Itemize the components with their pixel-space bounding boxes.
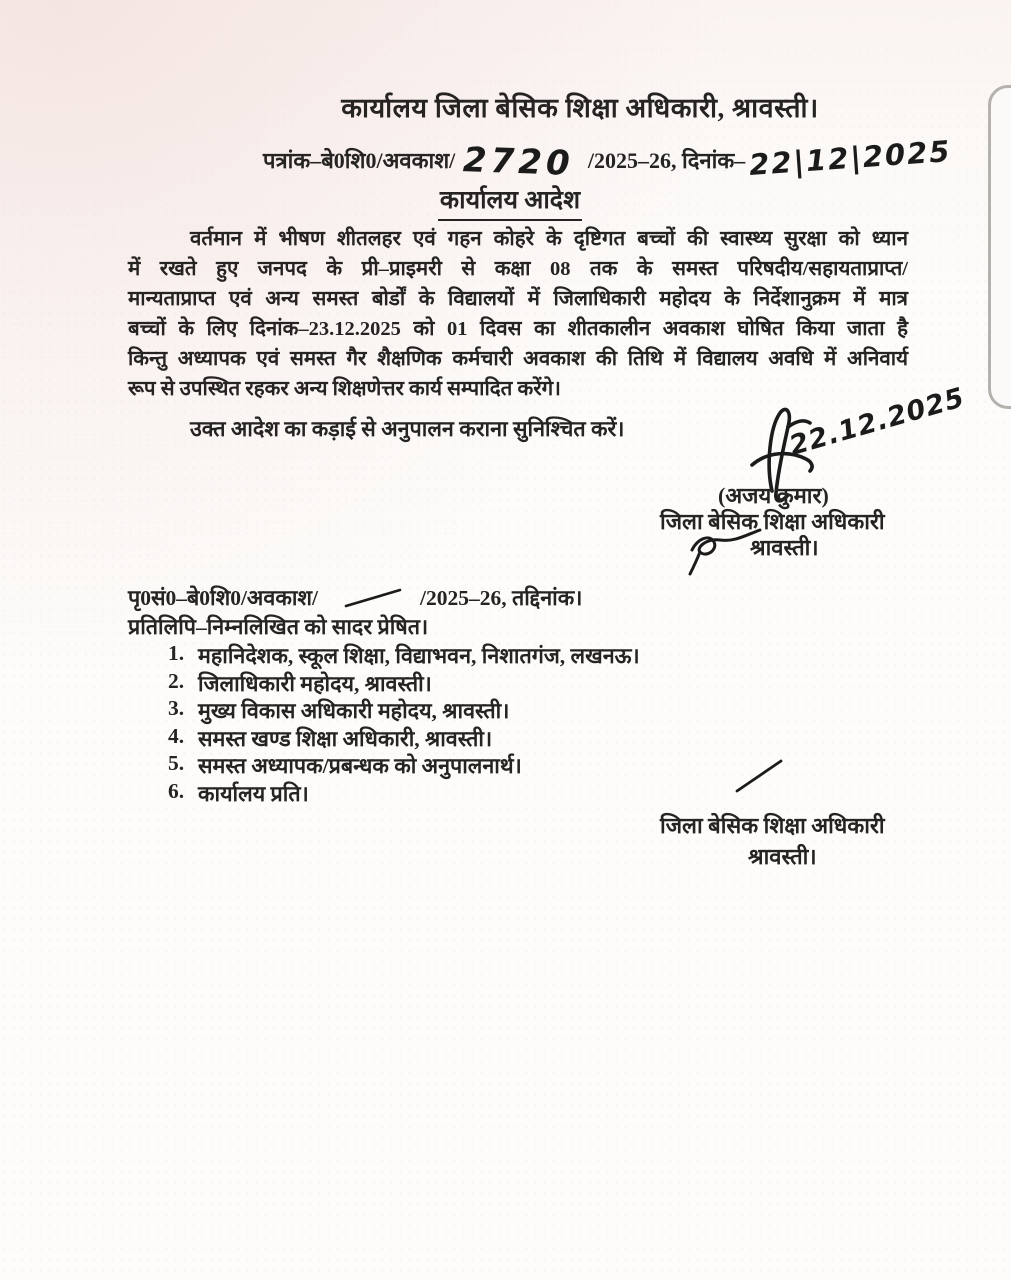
list-item-text: समस्त खण्ड शिक्षा अधिकारी, श्रावस्ती। [198, 726, 493, 751]
copy-ref-prefix: पृ0सं0–बे0शि0/अवकाश/ [128, 586, 318, 610]
body-line: मान्यताप्राप्त एवं अन्य समस्त बोर्डों के विद्यालयों में जिलाधिकारी महोदय के निर्देशानुक्रम में मात्र [128, 288, 908, 310]
copy-ref-suffix: /2025–26, तद्दिनांक। [420, 586, 583, 610]
order-body-paragraph [128, 224, 908, 404]
ref-prefix: पत्रांक–बे0शि0/अवकाश/ [263, 148, 456, 173]
page-edge [988, 85, 1011, 409]
list-item [168, 751, 640, 779]
footer-place: श्रावस्ती। [748, 844, 817, 869]
list-item [168, 696, 640, 724]
ref-suffix: /2025–26, दिनांक– [587, 148, 746, 173]
list-item-number: 6. [168, 778, 185, 803]
list-item-text: जिलाधिकारी महोदय, श्रावस्ती। [198, 671, 432, 696]
list-item-number: 4. [168, 723, 185, 748]
body-line: रूप से उपस्थित रहकर अन्य शिक्षणेत्तर कार्य सम्पादित करेंगे। [128, 378, 561, 400]
footer-designation: जिला बेसिक शिक्षा अधिकारी [660, 813, 885, 838]
signer-designation: जिला बेसिक शिक्षा अधिकारी [660, 509, 885, 534]
list-item-number: 2. [168, 668, 185, 693]
handwritten-signature-date: 22.12.2025 [786, 382, 969, 462]
list-item [168, 779, 640, 807]
body-line: में रखते हुए जनपद के प्री–प्राइमरी से कक्षा 08 तक के समस्त परिषदीय/सहायताप्राप्त/ [128, 258, 908, 280]
compliance-line: उक्त आदेश का कड़ाई से अनुपालन कराना सुनिश्चित करें। [190, 417, 625, 441]
copy-ref-line [128, 583, 582, 612]
recipients-list [168, 641, 640, 806]
list-item-text: महानिदेशक, स्कूल शिक्षा, विद्याभवन, निशातगंज, लखनऊ। [198, 644, 640, 668]
list-item-text: मुख्य विकास अधिकारी महोदय, श्रावस्ती। [198, 699, 510, 723]
signer-name: (अजय कुमार) [718, 483, 829, 508]
order-title: कार्यालय आदेश [438, 182, 582, 221]
signer-place: श्रावस्ती। [750, 535, 819, 560]
list-item-text: समस्त अध्यापक/प्रबन्धक को अनुपालनार्थ। [198, 754, 522, 778]
handwritten-ref-number: 2720 [462, 140, 575, 184]
list-item-number: 5. [168, 751, 185, 775]
list-item [168, 724, 640, 752]
handwritten-date: 22|12|2025 [748, 133, 953, 183]
letter-ref-line [263, 127, 953, 184]
list-item-number: 3. [168, 696, 185, 720]
copy-heading: प्रतिलिपि–निम्नलिखित को सादर प्रेषित। [128, 615, 429, 639]
list-item [168, 669, 640, 697]
handwritten-dash-icon [344, 588, 402, 608]
list-item-text: कार्यालय प्रति। [198, 781, 309, 806]
body-line: किन्तु अध्यापक एवं समस्त गैर शैक्षणिक कर्मचारी अवकाश की तिथि में विद्यालय अवधि में अनिवार्य [128, 348, 908, 370]
list-item-number: 1. [168, 641, 185, 665]
order-title-wrap [395, 182, 625, 221]
signature-slash-icon [734, 758, 784, 794]
list-item [168, 641, 640, 669]
office-title: कार्यालय जिला बेसिक शिक्षा अधिकारी, श्रावस्ती। [341, 93, 819, 123]
body-line: बच्चों के लिए दिनांक–23.12.2025 को 01 दिवस का शीतकालीन अवकाश घोषित किया जाता है [128, 318, 908, 340]
body-line: वर्तमान में भीषण शीतलहर एवं गहन कोहरे के दृष्टिगत बच्चों की स्वास्थ्य सुरक्षा को ध्यान [190, 228, 908, 250]
